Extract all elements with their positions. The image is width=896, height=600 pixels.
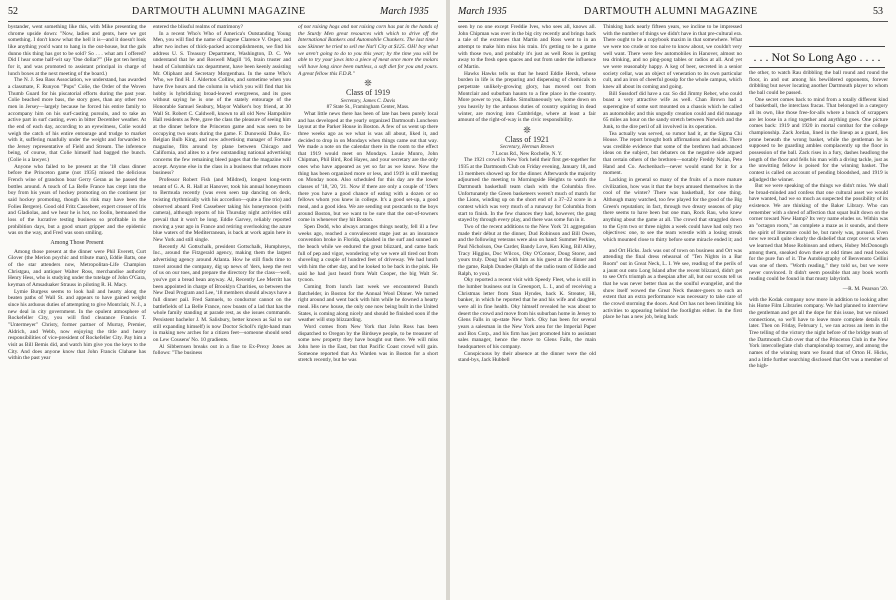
column-5 bbox=[603, 24, 742, 596]
left-page-number: 52 bbox=[8, 6, 18, 17]
paragraph: Among those present at the dinner were Phil Everett, Curt Glover (the Merion psychic and tribute man), Eddie Batts, one of the star attenders now, Metropolitan-Life Champion Christgau, and antiquer Walter Ross, merchandise authority Henry Hess, who is studying under the tutelage of John O'Gara, keyman of Amsaduaker Strauss in piloting R. H. Macy. bbox=[8, 248, 146, 288]
paragraph: entered the blissful realms of matrimony? bbox=[153, 24, 243, 30]
paragraph: Anyone who failed to be present at the '18 class dinner before the Princeton game (not 1935) missed the delicious French wine of grandson boar Gerry Geran as he passed the bottles around. A touch of La Belle France has crept into the boy from his years of hockey promoting on the continent (or said hockey promoting, though his rink may have been the Folies Bergere). Good old Fritz Cassebeer, expert crosser of Iris and Gladiolas, and we hear he is hot, no foolin, bemoaned the loss of the lucrative testing business so profitable in the prohibition days, but a good smart gripper and the epidemic was on the way, and Fred was soon smiling. bbox=[8, 163, 146, 237]
feature-text: Thinking back nearly fifteen years, we incline to be impressed with the number of things we didn't have in that pre-cultural era. There ought to be a copybook maxim in that somewhere. What we were too crude or too naive to know about, we couldn't very well want. There were few automobiles in Hanover, almost no tea drinking, and no ping-pong tables or radios at all. And yet we were reasonably happy. A keg of beer, secreted in a senior society cellar, was an object of veneration to its own particular cult, and an iron of cheerful gossip for the whole campus, which knew all about its coming and going. bbox=[603, 24, 742, 90]
paragraph: In a recent Who's Who of America's Outstanding Young Men, you will find the name of Eugene Clarence V. Osper, and after two inches of thick-packed accomplishments, we find his address U. S. Treasury Department, Washington, D. C. We understand that he and Roswell Magill '16, brain truster and head of Columbia's tax department, have been keenly assisting Mr. Oliphant and Secretary Morgenthau. In the same Who's Who, we find H. J. Alderton Collins, and sometime when you have five hours and the column in which you will find that his hobby is hybridizing broad-leaved evergreens, and its goes without saying he is one of the stately entourage of the Honorable Samuel Seabury, Mayor Walker's boy friend, at 30 Wall St. Robert C. Caldwell, known to all old New Hampshire Hall residents as Pete, gave the class the pleasure of seeing him at the dinner before the Princeton game and was seen to be occupying two seats during the game. F. Dunowski Duke, Ex-Belgian Bulb King, and now advertising manager of Fortune magazine, flits around by plane between Chicago and California, and alites to a few outstanding national advertising concerns the few remaining bleed pages that the magazine will accept. Anyone else in the class in a business that refuses more business? bbox=[153, 30, 291, 177]
paragraph: Recently Al Gottschalk, president Gottschalk, Humphreys, Inc., around the Fitzgerald agency, making them the largest advertising agency around Atlanta. How he still finds time to travel around the company, dig up news of 'ders, keep the rest of us on our toes, and prepare the directory for the class—well, you've got a bread bean anyway. Al, Recently Lee Merritt has been appointed in charge of Brooklyn Charities, so between the New Deal Program and Lee, '18 members should always have a full dinner pail. Fred Samuels, to conductor cannot on the battlefields of La Belle France, now boasts of a lad that has the whole family standing at parade rest, as she issues commands. Persistent bachelor J. M. Salisbury, better known as Sal to our still expanding himself) is now Doctor Scholl's right-hand man in making new arches for a citizen feet—someone should send on Lew Cousens' No. 10 gradients. bbox=[153, 243, 291, 343]
class-secretary-address: 7 Locus Rd., New Rochelle, N. Y. bbox=[491, 150, 563, 157]
paragraph: What little news there has been of late has been purely local and has developed at the yearly organized Dartmouth Luncheon layout at the Parker House in Boston. A few of us went up there three weeks ago as we what is was all about, liked it, and decided to drop in on Mondays when things came out that way. We made a note on the calendar there in the room to the effect that 1919 would meet on Mondays. Louie Munro, John Chipman, Phil Bird, Rod Hayes, and your secretary are the only ones who have appeared as yet so far as we know. Now the thing has been organized more or less, and 1919 is still meeting on Monday noon. Also scheduled for this day are the lower classes of '18, '20, '21. Now if there are only a couple of '19ers there you have a good chance of eating with a dozen or so fellows whom you knew in college. It's a good set-up, a good meal, and a good idea. We are sending out postcards to the boys around Boston, but we want to be sure that the out-of-towners come in whenever they hit Boston. bbox=[298, 110, 438, 224]
paragraph: Two of the recent additions to the New York '21 aggregation made their début at the dinner, Dud Robinson and Bill Owen, and the following veterans were also on hand: Summer Perkins, Paul Nicholson, Ose Carder, Bandy Love, Ken King, Bill Alley, Tracy Higgins, Doc Wilcox, Oky O'Connor, Doug Storer, and yours truly. Doug had with him as his guest at the dinner and the game, Ralph Dundee (Ralph of the radio team of Eddie and Ralph, to you). bbox=[458, 224, 596, 277]
column-4 bbox=[458, 24, 596, 596]
paragraph bbox=[603, 24, 742, 91]
section-divider-ornament: ❊ bbox=[364, 78, 372, 89]
column-1 bbox=[8, 24, 146, 596]
left-magazine-title: DARTMOUTH ALUMNI MAGAZINE bbox=[132, 6, 306, 17]
paragraph: seen by no one except Freddie Ives, who sees all, knows all. John Chipman was over in the big city recently and brings back a tale of the extremes that Martin and Ross went to in an attempt to make him miss his train. It's getting to be a game with those two, and probably it's just as well Ross is getting away to the fresh open spaces and out from under the influence of Martin. bbox=[458, 24, 596, 70]
paragraph: Oky reported a recent visit with Speedy Fleet, who is still in the lumber business out in Greenport, L. I., and of receiving a Christmas letter from Stan Hyndes, back K. Streater, Hi, banker, in which he reported that he and his wife and daughter were all in fine health. Oky himself revealed he was about to desert the crowd and move from his suburban home in Jersey to Glens Falls in up-state New York. Oky has been for several years a salesman in the New York area for the Imperial Paper and Box Corp., and his firm has just promoted him to assistant sales manager, hence the move to Glens Falls, the main headquarters of his company. bbox=[458, 277, 596, 350]
paragraph: Coming from lunch last week we encountered Bunch Batchelder, in Boston for the Annual Wool Dinner. We turned right around and went back with him while he downed a hearty meal. His new house, the only one now being built in the United States, is coming along nicely and should be finished soon if the weather will stop blizzarding. bbox=[298, 283, 438, 324]
paragraph: Bill Sussdorf did have a car. So did Jimmy Reber, who could boast a very attractive wife as well. Chan Brown had a superengine of some sort mounted on a chassis which he called an automobile; and this ungodly creation could and did manage 65 miles an hour on the sandy stretch between Norwich and the Junk, to the dire peril of all involved in its operation. bbox=[603, 90, 742, 130]
paragraph: Conspicuous by their absence at the dinner were the old stand-bys, Jack Hubbell bbox=[458, 350, 596, 364]
paragraph: Hawks Hawks tells us that he heard Eddie Hersh, whose burden in life is the preparing and dispensing of chemicals to perpetrate unlikely-growing glory, has moved out from Montclair and suburban haunts to a fine place in the country. More power to you, Eddie. Simultaneously we, home down on you heavily by the arduous duties of country squiring in dead winter, are moving into Cambridge, where at least a fair amount of the right-of-way is the civic responsibility. bbox=[458, 70, 596, 124]
right-header-rule bbox=[458, 21, 888, 22]
class-heading-1921: Class of 1921 bbox=[505, 134, 549, 144]
class-secretary: Secretary, Herman Brown bbox=[500, 144, 554, 151]
paragraph: Professor Robert Fish (and Mildred), longest long-term tenant of G. A. R. Hall at Hanover, took his annual honeymoon to Bermuda recently (was even seen tap dancing on deck, twisting rhythmically with his accordion—quite a fine trio) and observed aboard Fred Cassebeer taking his honeymoon (with camera), although reports of his Thursday night activities still prevail that it won't be long. Eddie Garvey, reliably reported moving a year ago in France and retiring overlooking the azure blue waters of the Mediterranean, is back at work again here in New York and still single. bbox=[153, 177, 291, 243]
column-2 bbox=[153, 24, 291, 596]
section-heading: Among Those Present bbox=[50, 240, 104, 246]
paragraph: One secret comes back to mind from a totally different kind of basketball, the interclass fracas. That belonged in a category all its own, like those free-for-alls where a bunch of scrappers are let loose in a ring together and anything goes. One picture comes back: 1919 and 1920 in mortal combat for the college championship. Zack Jordan, lined in the lineup as a guard, lies prone beneath the wrong basket, while the gentleman he is supposed to be guarding ambles complacently up the floor in possession of the ball. Zack rises in a fury, dashes headlong the length of the floor and fells his man with a diving tackle, just as the unwitting fellow is poised for the winning basket. The contest is called on account of pending bloodshed, and 1919 is adjudged the winner. bbox=[749, 96, 888, 183]
paragraph: But we were speaking of the things we didn't miss. We shall be broad-minded and confess that one cultural asset we would have wanted, had we so much as suspected the possibility of its existence. We are thinking of the Baker Library. Who can remember with a shred of affection that squat built down on the corner toward New Hamp? Its very name eludes us. Within was an "octagon room," an complete a maze as it sounds, and there the spirit of literature could be, but rarely was, pursued. Even now we recall quite clearly the disbelief that crept over us when we learned that Mose Robinson and others, Hubey McDonough among them, sneaked down there at odd times and read books for the pure fun of it. The Autobiography of Benvenuto Cellini was one of them. "Worth reading," they told us, but we were never convinced. It didn't seem possible that any book worth reading could be found in that musty labyrinth. bbox=[749, 183, 888, 283]
paragraph: Spen Dodd, who always arranges things neatly, fell ill a few weeks ago, reached a convalescent stage just as an insurance convention broke in Florida, splashed in the surf and sunned on the beach while we endured the great blizzard, and came back full of pep and vigor, wondering why we were all tired out from shoveling a couple of hundred feet of driveway. We had lunch with him the other day, and he looked to be back in the pink. He said he had just heard from Walt Cooper, the big Walt Sr. tycoon. bbox=[298, 224, 438, 284]
paragraph: Lymie Burgess seems to look hail and hearty along the beaten paths of Wall St. and appears to have gained weight since his arduous duties of attempting to give Montclair, N. J., a new deal in city government. In the opulent atmosphere of Rockefeller City, you will find clearance Francis T. "Untermeyer" Christy, former partner of Murray, Premier, Aldrich, and Webb, now enjoying the title and heavy responsibilities of vice-president of Rockefeller City. Pay him a visit as Bill Bemis did, and watch him give you the keys to the City. And does anyone know that John Francis Clahane has within the past year bbox=[8, 288, 146, 362]
column-6 bbox=[749, 70, 888, 596]
paragraph: and Ort Hicks. Jack was out of town on business and Ort was attending the final dress rehearsal of "Ten Nights in a Bar Room" out in Great Neck, L. I. We see, reading of the perils of a jaunt out onto Long Island after the recent blizzard, didn't get to see Ort's triumph as a thespian after all, but our scouts tell us that he was never better than as the soulful evangelist, and the show itself wowed the Great Neck theater-goers to such an extent that an extra performance was necessary to take care of the crowd storming the doors. And Ort has not been limiting his activities to appearing behind the footlights either. In the first place he has a new job, being back bbox=[603, 247, 742, 321]
section-divider-ornament: ❊ bbox=[523, 124, 531, 135]
right-page-number: 53 bbox=[873, 6, 883, 17]
author-signature: —R. M. Pearson '20. bbox=[842, 286, 888, 292]
paragraph: of not raising hogs and not raising corn has put in the hands of the Sturdy Men great resources with which to drive off the International Bankers and Automobile Chunkers. The last time I saw Skinner he tried to sell me Nat'l City at $125. OH! boy what we aren't going to do to you this year; by the time you will be able to try your jaws into a piece of meat once more the molars will have long since been nuttless, a soft diet for you and yours. A great fellow this F.D.R." bbox=[298, 24, 438, 77]
class-heading-1919: Class of 1919 bbox=[346, 87, 390, 97]
paragraph: bystander, went something like this, with Mike presenting the chrome upside down: "Now, ladies and gents, here we got something. I don't know what the hell it is—and it doesn't look like anything you'd want to hang in the out-house, but the gals dunno this thing has got to be sold? So . . . what am I offered? Did I hear some half-wit say 'One dollar?'" (He got ten herring for it, and was promoted to assistant principal in charge of lunch boxes at the next meeting of the board.) bbox=[8, 24, 146, 77]
class-secretary: Secretary, James C. Davis bbox=[340, 97, 396, 104]
right-magazine-title: DARTMOUTH ALUMNI MAGAZINE bbox=[584, 6, 758, 17]
column-3 bbox=[298, 24, 438, 596]
paragraph: with the Kodak company now more in addition to looking after his Home Film Libraries company. We had planned to interview the gentleman and get all the dope for this issue, but we missed connections, so we'll have to leave more complete details till later. Then on Friday, February 1, we ran across an item in the Tree telling of the victory the night before of the bridge team of the Dartmouth Club over that of the Princeton Club in the New York intercollegiate club championship tourney, and among the names of the winning team we found that of Orton H. Hicks, and a little further searching disclosed that Ort was a member of the high- bbox=[749, 296, 888, 370]
feature-banner-not-so-long-ago: . . . Not So Long Ago . . . . bbox=[749, 46, 885, 68]
class-secretary-address: 87 State St., Framingham Center, Mass. bbox=[326, 104, 410, 111]
paragraph: The 1921 crowd in New York held their first get-together for 1935 at the Dartmouth Club on Friday evening, January 18, and 13 members showed up for the dinner. Afterwards the majority adjourned the meeting to Morningside Heights to watch the Dartmouth basketball team clash with the Columbia five. Unfortunately the Green basketeers weren't much of match for the Lions, winding up on the short end of a 37–22 score in a contest which was very much of a runaway for Columbia from start to finish. In the few chances they had, however, the gang stayed by through every play, and there was some fun in it. bbox=[458, 157, 596, 224]
left-issue-date: March 1935 bbox=[380, 6, 429, 17]
paragraph: Al Sibbernsen breaks out in a fine to Ex-Prexy Jones as follows: "The business bbox=[153, 343, 291, 357]
paragraph: the other, to watch Rau dribbling the ball round and round the floor, in and out among his bewildered opponents, forever dribbling but never locating another Dartmouth player to whom the ball could be passed. bbox=[749, 70, 888, 96]
paragraph: Lacking in general so many of the fruits of a more mature civilization, how was it that the boys amused themselves in the cool of the winter? There was basketball, for one thing. Although many watched, too few played for the good of the Big Green's reputation; in fact, through two dreary seasons of play there seems to have been but one man, Rock Rau, who knew anything about the game at all. The crowd that straggled down to the Gym two or three nights a week could have had only two objectives: one, to see the team wrestle with a losing streak which mounted close to thirty before some miracle ended it; and bbox=[603, 177, 742, 243]
paragraph: Tea actually was served, so rumor had it, at the Sigma Chi House. The report brought both affirmations and denials. There was credible evidence that some of the brethren had advanced ideas on the subject, but debaters on the negative side argued that certain others of the brethren—notably Freddy Nolan, Pete Hand and Co. Aschenbach—never would stand for it for a moment. bbox=[603, 130, 742, 177]
left-header-rule bbox=[8, 21, 438, 22]
paragraph: The N. J. Sea Bass Association, we understand, has awarded a classmate, F. Runyon "Pups" Colie, the Order of the Woven Thumb Guard for his piscatorial efforts during the past year. Colie beached more bass, the story goes, than any other two men in Jersey—largely because he forced his entire family to accompany him on his surf-casting pursuits, and to take an active part in surf casting, even in bitter December weather. At the end of each day, according to an eyewitness, Colie would weigh the catch of his entire entourage and trudge to market with it, suffering manfully under the weight and forwarded to the Jersey representative of Field and Stream. The inference being, of course, that Colie himself had bagged the bunch. (Colie is a lawyer.) bbox=[8, 77, 146, 164]
right-issue-date: March 1935 bbox=[458, 6, 507, 17]
paragraph: Word comes from New York that John Ross has been dispatched to Oregon by the Birdseye people, to be treasurer of some new property they have bought out there. We will miss John here in the East, but that Pacific Coast crowd will gain. Someone reported that Ax Warden was in Boston for a short stretch recently, but he was bbox=[298, 323, 438, 364]
